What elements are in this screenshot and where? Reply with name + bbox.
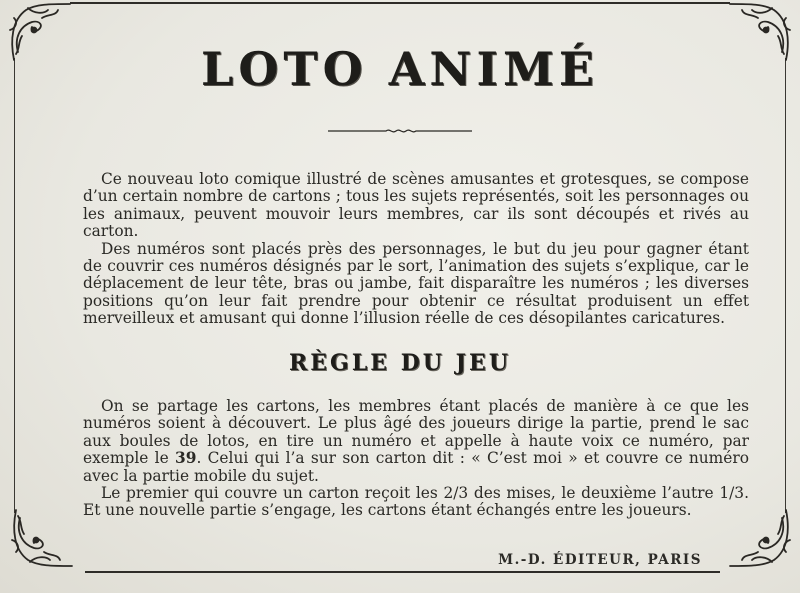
rules-paragraph xyxy=(83,398,749,485)
publisher-imprint: M.-D. ÉDITEUR, PARIS xyxy=(498,552,702,568)
rules-paragraph: Le premier qui couvre un carton reçoit les 2/3 des mises, le deuxième l’autre 1/3. Et une nouvelle partie s’engage, les cartons étant échangés entre les joueurs. xyxy=(83,484,749,520)
frame-left-line xyxy=(14,58,15,513)
rules-text-block xyxy=(83,398,749,520)
corner-ornament-bottom-left-icon xyxy=(6,508,78,570)
example-number: 39 xyxy=(175,449,197,468)
rules-text: . Celui qui l’a sur son carton dit : « C’est moi » et couvre ce numéro avec la partie mobile du sujet. xyxy=(83,449,750,485)
intro-text-block xyxy=(83,171,749,328)
intro-paragraph: Ce nouveau loto comique illustré de scènes amusantes et grotesques, se compose d’un certain nombre de cartons ; tous les sujets représentés, soit les personnages ou les animaux, peuvent mouvoir leurs membres, car ils sont découpés et rivés au carton. xyxy=(83,170,749,241)
rules-heading: RÈGLE DU JEU xyxy=(288,350,512,376)
frame-top-line xyxy=(70,2,730,4)
frame-bottom-line xyxy=(85,571,720,573)
rules-text: On se partage les cartons, les membres étant placés de manière à ce que les numéros soient à découvert. Le plus âgé des joueurs dirige la partie, prend le sac aux boules de lotos, en tire un numéro et appelle à haute voix ce numéro, par exemple le xyxy=(83,397,749,468)
frame-right-line xyxy=(785,58,786,513)
intro-paragraph: Des numéros sont placés près des personnages, le but du jeu pour gagner étant de couvrir ces numéros désignés par le sort, l’animation des sujets s’explique, car le déplacement de leur tête, bras ou jambe, fait disparaître les numéros ; les diverses positions qu’on leur fait prendre pour obtenir ce résultat produisent un effet merveilleux et amusant qui donne l’illusion réelle de ces désopilantes caricatures. xyxy=(83,239,749,328)
page-title: LOTO ANIMÉ xyxy=(201,42,599,96)
title-divider-flourish xyxy=(328,120,472,128)
